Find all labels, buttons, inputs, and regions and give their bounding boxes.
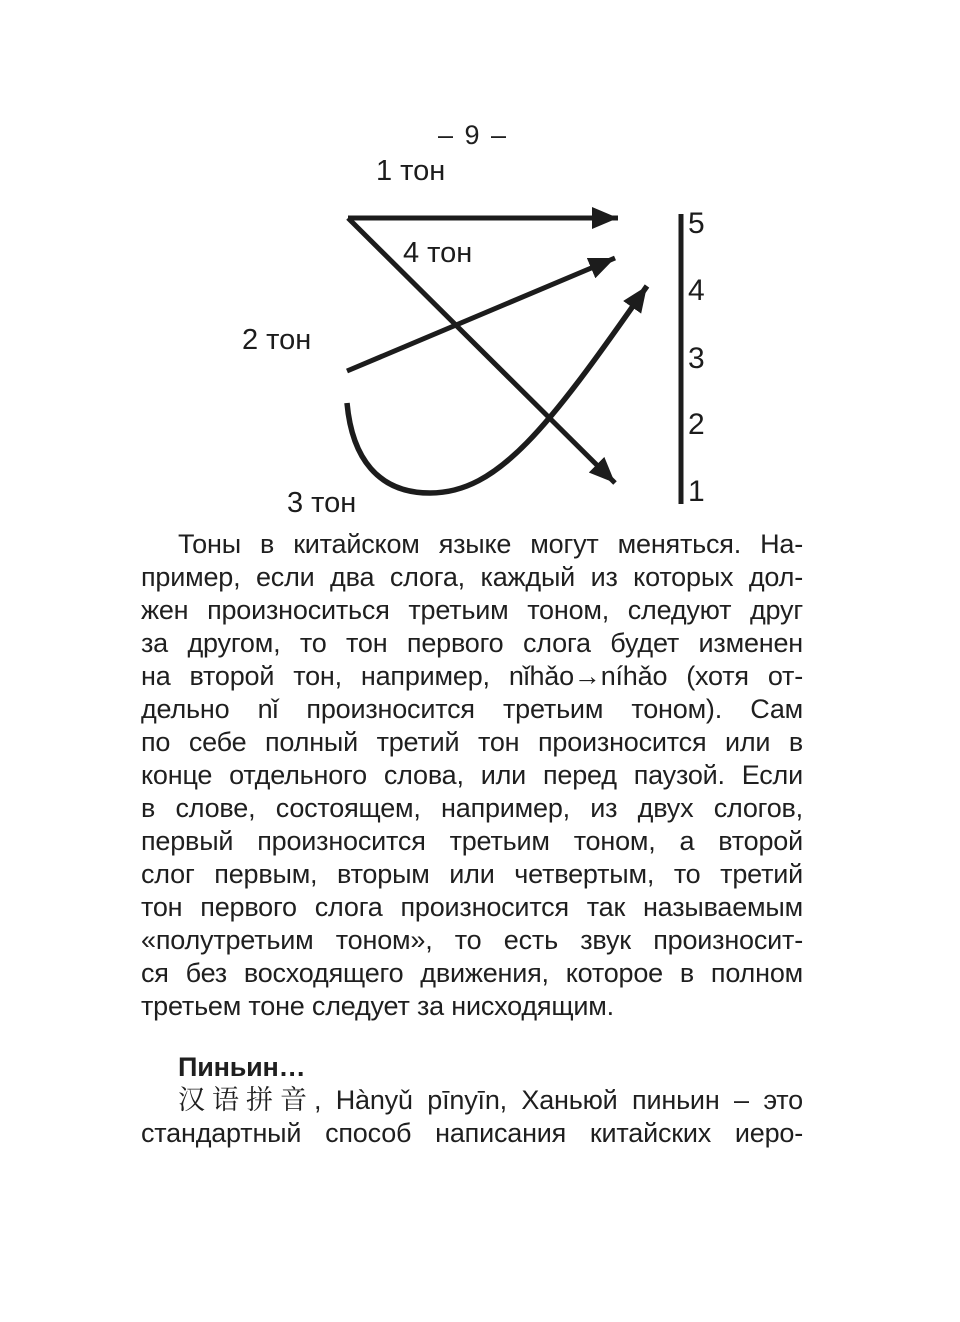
pitch-scale-tick-2: 2 <box>688 408 705 441</box>
paragraph-line: «полутретьим тоном», то есть звук произносит- <box>141 925 803 955</box>
body-text <box>141 528 803 1150</box>
pitch-scale-tick-3: 3 <box>688 342 705 375</box>
tone1-label: 1 тон <box>376 155 446 187</box>
paragraph-line: тон первого слога произносится так называемым <box>141 892 803 922</box>
tone3-dipping-arrow <box>347 286 647 493</box>
tone-pitch-diagram <box>0 0 960 560</box>
paragraph-line: ся без восходящего движения, которое в полном <box>141 958 803 988</box>
paragraph-line: слог первым, вторым или четвертым, то третий <box>141 859 803 889</box>
pitch-scale-tick-5: 5 <box>688 207 705 240</box>
tone2-label: 2 тон <box>242 324 312 356</box>
tone4-falling-arrow <box>348 218 615 483</box>
tone3-label: 3 тон <box>287 487 357 519</box>
paragraph-line: 汉语拼音, Hànyǔ pīnyīn, Ханьюй пиньин – это <box>178 1085 803 1115</box>
tone-diagram-canvas <box>0 0 960 560</box>
paragraph-line: дельно nǐ произносится третьим тоном). Сам <box>141 694 803 724</box>
paragraph-line: первый произносится третьим тоном, а второй <box>141 826 803 856</box>
pitch-scale-tick-1: 1 <box>688 475 705 508</box>
paragraph-line: в слове, состоящем, например, из двух слогов, <box>141 793 803 823</box>
paragraph-line: за другом, то тон первого слога будет изменен <box>141 628 803 658</box>
paragraph-line: конце отдельного слова, или перед паузой. Если <box>141 760 803 790</box>
paragraph-line: стандартный способ написания китайских иеро- <box>141 1118 803 1148</box>
paragraph-line: пример, если два слога, каждый из которых дол- <box>141 562 803 592</box>
paragraph-line: жен произноситься третьим тоном, следуют друг <box>141 595 803 625</box>
pitch-scale-tick-4: 4 <box>688 274 705 307</box>
section-heading-pinyin: Пиньин… <box>178 1052 306 1082</box>
paragraph-line: на второй тон, например, nǐhǎo→níhǎo (хотя от- <box>141 661 803 691</box>
page-number: – 9 – <box>437 120 509 150</box>
paragraph-line: по себе полный третий тон произносится или в <box>141 727 803 757</box>
paragraph-line: третьем тоне следует за нисходящим. <box>141 991 614 1021</box>
paragraph-line: Тоны в китайском языке могут меняться. На- <box>178 529 803 559</box>
tone2-rising-arrow <box>347 258 615 371</box>
tone4-label: 4 тон <box>403 237 473 269</box>
